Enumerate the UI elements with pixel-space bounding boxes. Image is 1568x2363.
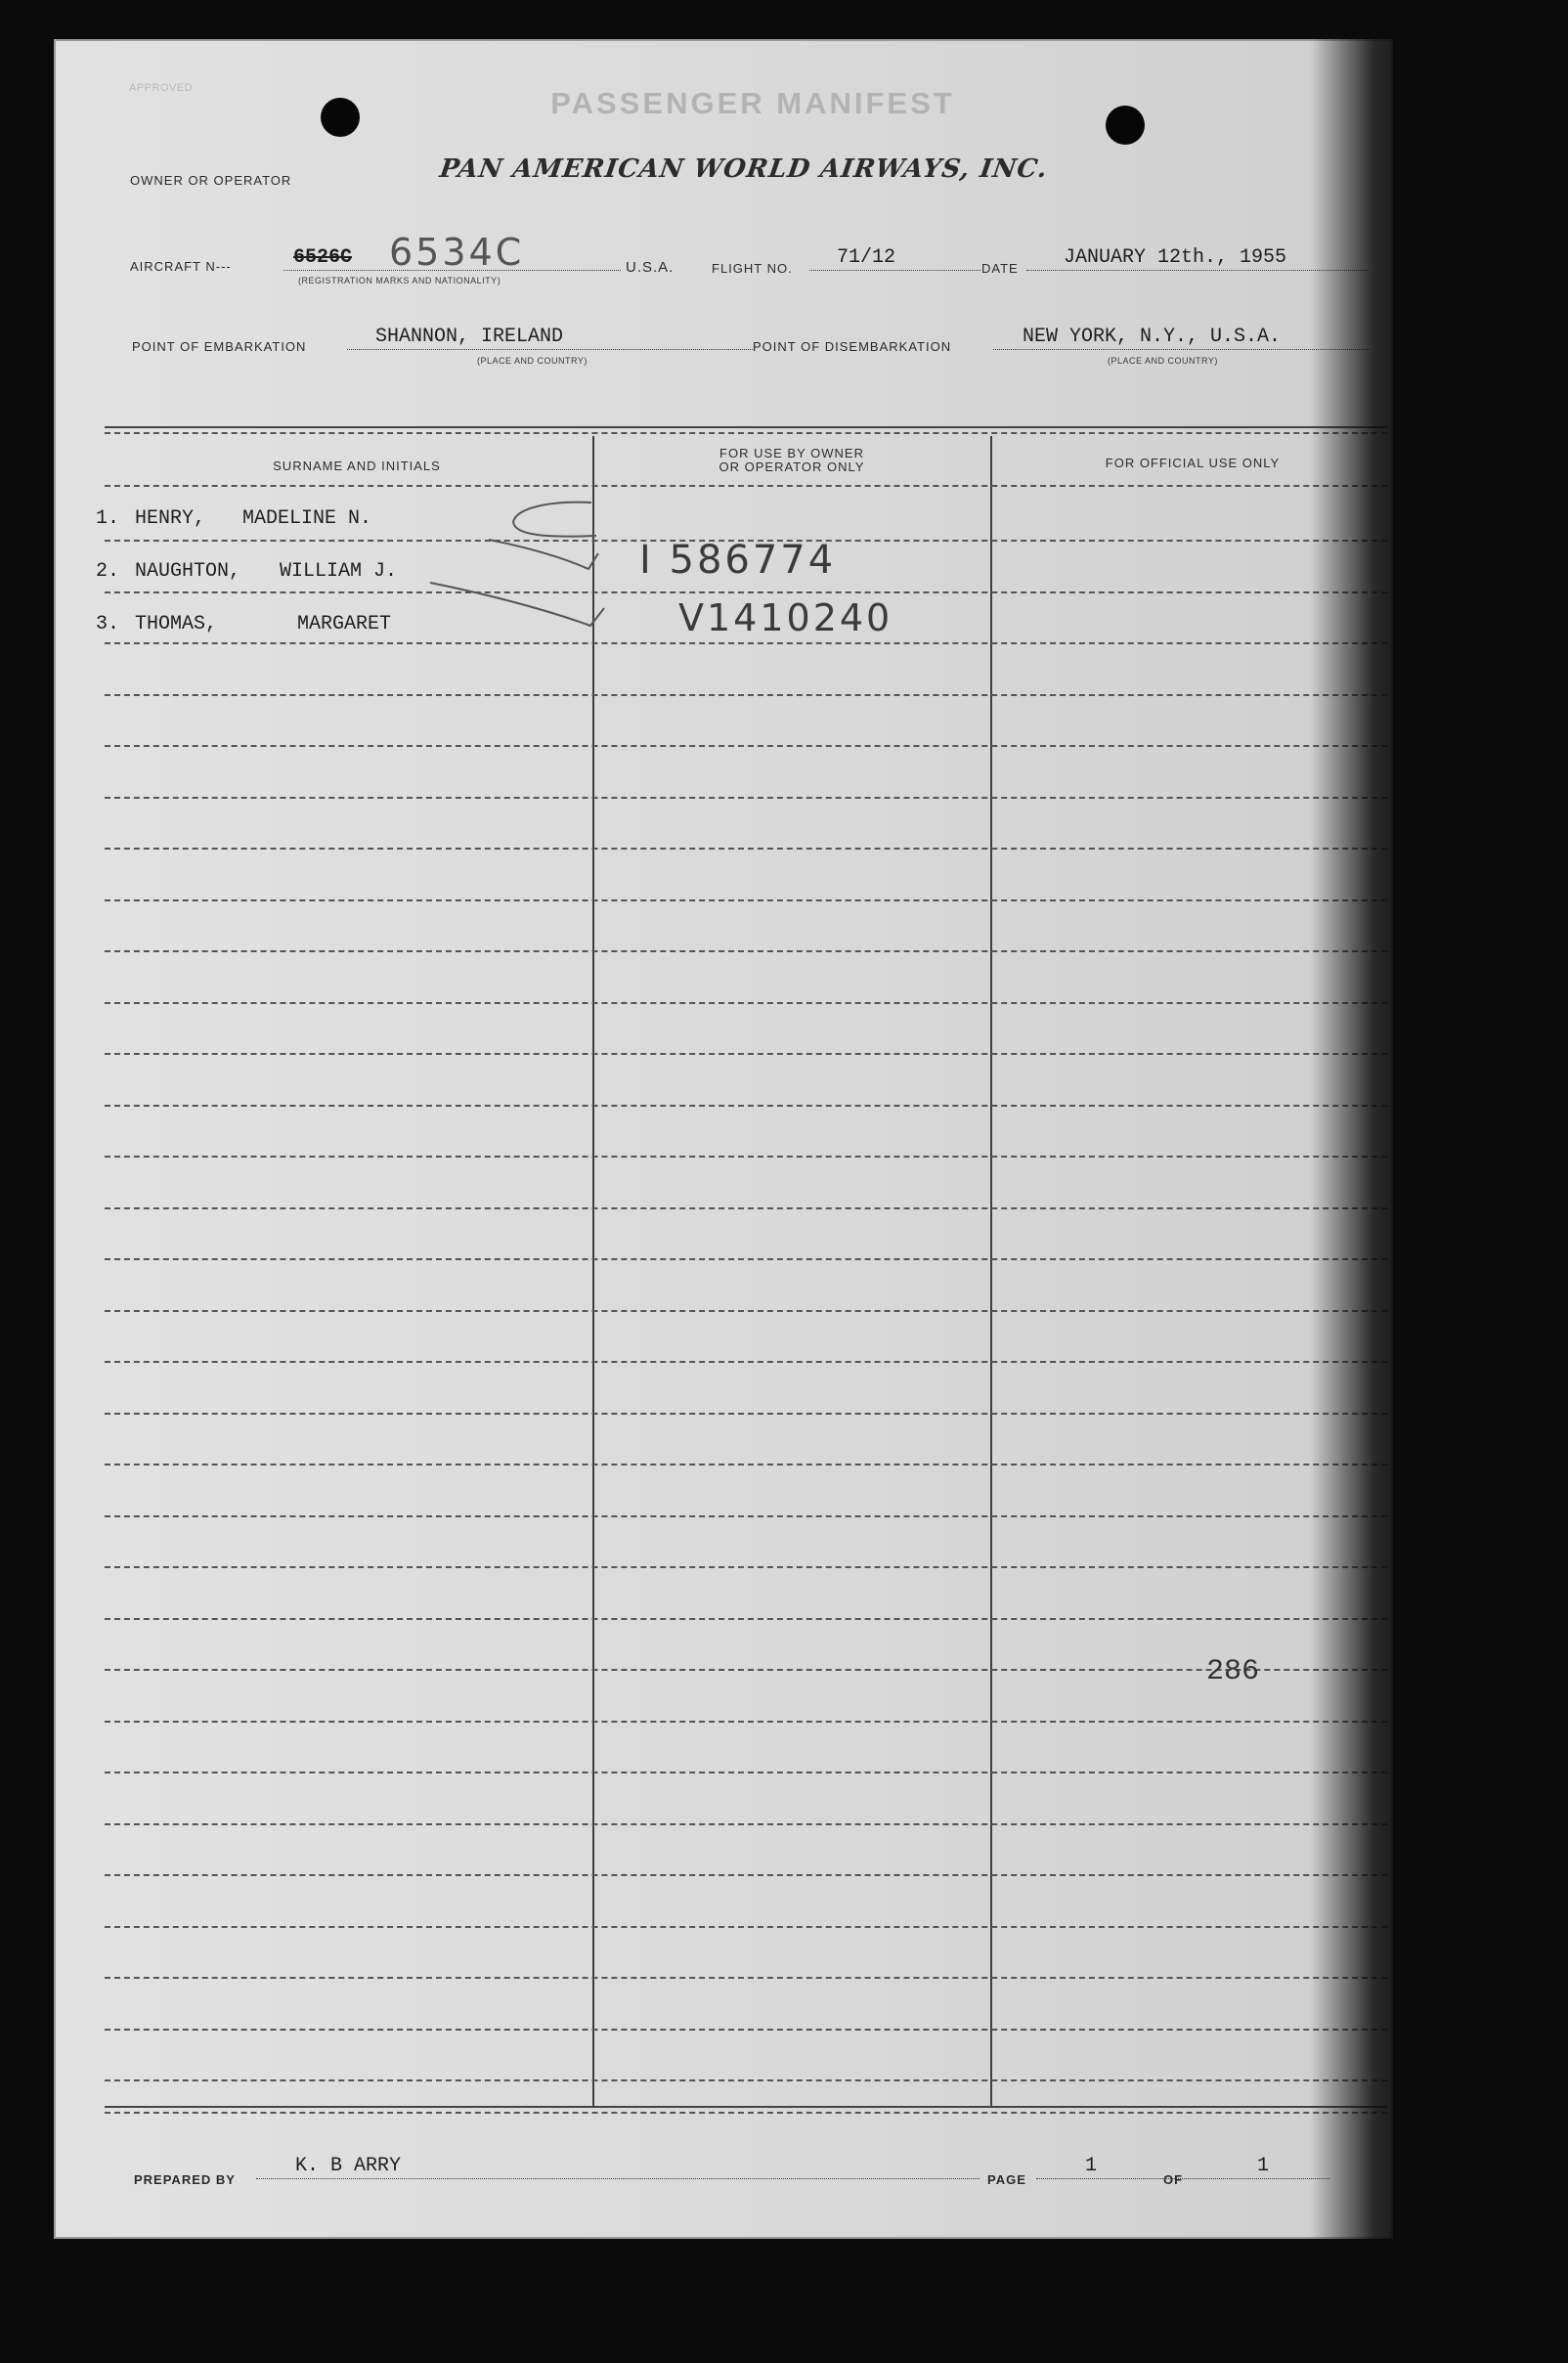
table-bottom-rule xyxy=(105,2106,1387,2108)
prepared-value: K. B ARRY xyxy=(295,2155,402,2177)
passenger-given: WILLIAM J. xyxy=(280,560,398,583)
disembark-label: POINT OF DISEMBARKATION xyxy=(753,339,952,354)
official-number: 286 xyxy=(1206,1655,1260,1688)
check-mark-1 xyxy=(513,503,596,537)
flight-label: FLIGHT NO. xyxy=(712,261,793,276)
handwritten-row2: I 586774 xyxy=(639,538,837,583)
aircraft-typed: 6526C xyxy=(293,246,353,269)
column-header-surname: SURNAME AND INITIALS xyxy=(273,459,441,473)
page-value: 1 xyxy=(1085,2155,1098,2177)
table-bottom-rule-2 xyxy=(105,2112,1387,2114)
place-caption-disembark: (PLACE AND COUNTRY) xyxy=(1108,356,1218,366)
date-value: JANUARY 12th., 1955 xyxy=(1064,246,1287,269)
aircraft-handwritten: 6534C xyxy=(389,231,525,274)
passenger-surname: HENRY, xyxy=(135,507,206,530)
usa-label: U.S.A. xyxy=(626,259,675,276)
passenger-given: MADELINE N. xyxy=(242,507,372,530)
airline-name: PAN AMERICAN WORLD AIRWAYS, INC. xyxy=(437,154,1050,184)
date-label: DATE xyxy=(981,261,1019,276)
place-caption-embark: (PLACE AND COUNTRY) xyxy=(477,356,588,366)
passenger-surname: NAUGHTON, xyxy=(135,560,241,583)
disembark-value: NEW YORK, N.Y., U.S.A. xyxy=(1023,326,1282,348)
embark-value: SHANNON, IRELAND xyxy=(375,326,564,348)
of-value: 1 xyxy=(1257,2155,1270,2177)
document-title: PASSENGER MANIFEST xyxy=(550,86,955,120)
of-label: OF xyxy=(1163,2172,1184,2187)
flight-number: 71/12 xyxy=(837,246,896,269)
prepared-label: PREPARED BY xyxy=(134,2172,236,2187)
column-header-owner-use-1: FOR USE BY OWNER xyxy=(719,446,864,460)
passenger-number: 2. xyxy=(96,560,120,583)
column-header-official: FOR OFFICIAL USE ONLY xyxy=(1105,456,1281,470)
passenger-number: 1. xyxy=(96,507,120,530)
owner-label: OWNER OR OPERATOR xyxy=(130,173,292,188)
approved-stamp: APPROVED xyxy=(129,82,194,94)
page-underline xyxy=(1036,2178,1329,2179)
handwritten-row3: V1410240 xyxy=(678,596,893,639)
passenger-given: MARGARET xyxy=(297,613,392,635)
page-label: PAGE xyxy=(987,2172,1026,2187)
registration-caption: (REGISTRATION MARKS AND NATIONALITY) xyxy=(298,276,501,285)
column-header-owner-use-2: OR OPERATOR ONLY xyxy=(719,459,865,474)
passenger-number: 3. xyxy=(96,613,120,635)
aircraft-label: AIRCRAFT N--- xyxy=(130,259,232,274)
check-mark-3 xyxy=(430,583,604,626)
embark-label: POINT OF EMBARKATION xyxy=(132,339,307,354)
prepared-underline xyxy=(256,2178,980,2179)
check-mark-2 xyxy=(489,540,598,569)
passenger-surname: THOMAS, xyxy=(135,613,218,635)
